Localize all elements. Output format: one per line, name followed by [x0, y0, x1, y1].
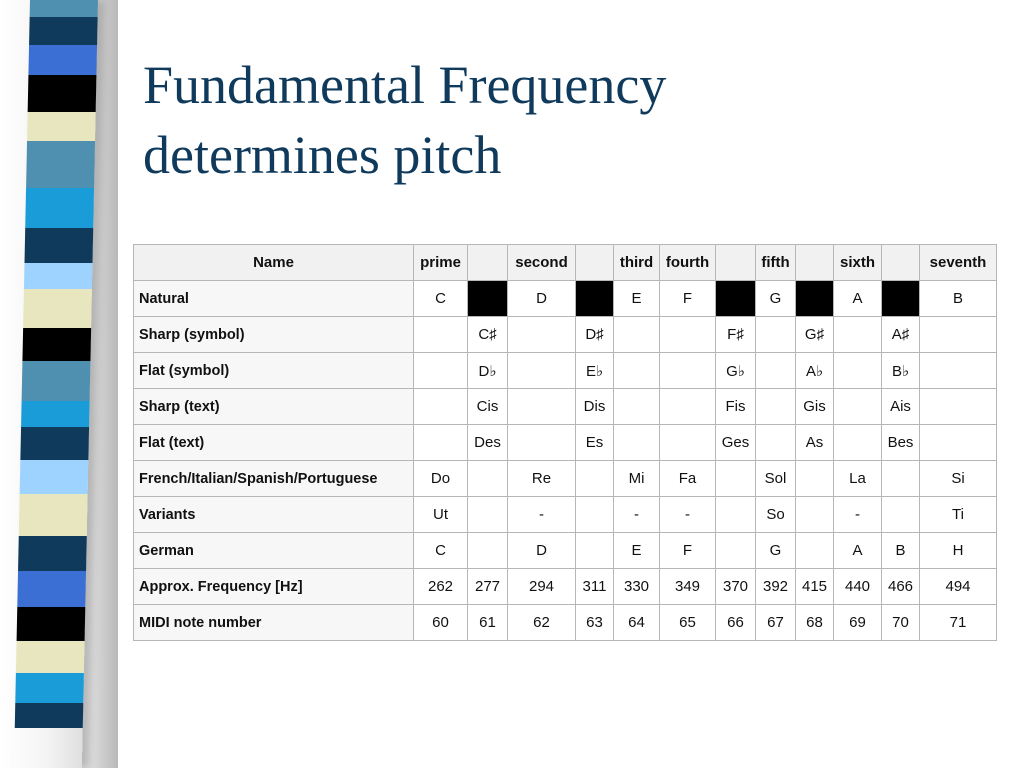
decorative-stripe: [23, 289, 92, 328]
table-cell: G♯: [796, 317, 834, 353]
table-cell: [576, 461, 614, 497]
table-cell: [756, 389, 796, 425]
table-cell: [508, 353, 576, 389]
column-header: second: [508, 245, 576, 281]
slide-title-line-1: Fundamental Frequency: [143, 55, 667, 115]
table-cell: B♭: [882, 353, 920, 389]
row-label: Natural: [134, 281, 414, 317]
table-cell: 440: [834, 569, 882, 605]
table-cell: Ges: [716, 425, 756, 461]
row-label: Approx. Frequency [Hz]: [134, 569, 414, 605]
slide-title: [143, 50, 666, 190]
decorative-stripe: [15, 673, 84, 703]
decorative-stripe: [22, 328, 91, 361]
decorative-stripe: [16, 641, 85, 673]
table-cell: [414, 425, 468, 461]
table-cell: Ti: [920, 497, 997, 533]
table-cell: 494: [920, 569, 997, 605]
table-header-row: [134, 245, 997, 281]
table-cell: [614, 353, 660, 389]
decorative-stripe: [17, 571, 86, 607]
table-cell: 61: [468, 605, 508, 641]
table-cell: D♯: [576, 317, 614, 353]
table-cell: 311: [576, 569, 614, 605]
table-cell: G: [756, 533, 796, 569]
table-cell: [614, 425, 660, 461]
column-header: [576, 245, 614, 281]
table-cell: [834, 317, 882, 353]
decorative-stripe: [20, 427, 89, 460]
table-cell: 392: [756, 569, 796, 605]
table-cell: A: [834, 281, 882, 317]
table-cell: [834, 425, 882, 461]
table-cell: [920, 353, 997, 389]
table-row: [134, 461, 997, 497]
table-cell: C♯: [468, 317, 508, 353]
table-cell: Cis: [468, 389, 508, 425]
table-cell: 65: [660, 605, 716, 641]
table-cell: A♭: [796, 353, 834, 389]
table-row: [134, 353, 997, 389]
column-header: sixth: [834, 245, 882, 281]
table-cell: C: [414, 533, 468, 569]
decorative-stripe: [18, 536, 87, 571]
table-cell: [796, 497, 834, 533]
table-cell: [882, 461, 920, 497]
decorative-stripe: [28, 75, 97, 112]
row-label: German: [134, 533, 414, 569]
table-cell: D: [508, 281, 576, 317]
table-row: [134, 569, 997, 605]
table-cell: -: [834, 497, 882, 533]
table-cell: [508, 425, 576, 461]
table-cell: [508, 317, 576, 353]
table-cell: So: [756, 497, 796, 533]
table-cell: Si: [920, 461, 997, 497]
table-cell: 466: [882, 569, 920, 605]
table-cell: Des: [468, 425, 508, 461]
table-cell: C: [414, 281, 468, 317]
table-cell: 349: [660, 569, 716, 605]
table-cell: La: [834, 461, 882, 497]
decorative-stripe: [21, 401, 90, 427]
decorative-stripe: [30, 0, 98, 17]
table-cell: E♭: [576, 353, 614, 389]
table-cell: 415: [796, 569, 834, 605]
table-cell: [756, 353, 796, 389]
table-cell: [414, 353, 468, 389]
table-cell: G: [756, 281, 796, 317]
table-cell: Es: [576, 425, 614, 461]
decorative-stripe: [24, 228, 93, 263]
slide-title-line-2: determines pitch: [143, 125, 502, 185]
decorative-stripe: [29, 17, 98, 45]
table-cell: [796, 461, 834, 497]
table-cell: [660, 389, 716, 425]
table-cell: 62: [508, 605, 576, 641]
table-cell: B: [920, 281, 997, 317]
table-cell: [660, 425, 716, 461]
decorative-stripe: [22, 361, 91, 401]
row-label: French/Italian/Spanish/Portuguese: [134, 461, 414, 497]
table-cell: [614, 317, 660, 353]
table-cell: [660, 317, 716, 353]
decorative-stripe: [20, 460, 89, 494]
table-cell: 64: [614, 605, 660, 641]
table-cell: F: [660, 533, 716, 569]
table-cell: [716, 461, 756, 497]
table-cell: [920, 389, 997, 425]
table-cell: 294: [508, 569, 576, 605]
table-cell: Ais: [882, 389, 920, 425]
column-header: fourth: [660, 245, 716, 281]
black-key-cell: [882, 281, 920, 317]
column-header: fifth: [756, 245, 796, 281]
table-cell: [920, 317, 997, 353]
black-key-cell: [468, 281, 508, 317]
decorative-stripe: [28, 45, 97, 75]
black-key-cell: [796, 281, 834, 317]
table-row: [134, 389, 997, 425]
table-cell: [508, 389, 576, 425]
table-cell: Fa: [660, 461, 716, 497]
table-cell: Sol: [756, 461, 796, 497]
decorative-stripe: [25, 188, 94, 228]
table-body: [134, 281, 997, 641]
column-header: prime: [414, 245, 468, 281]
table-cell: E: [614, 533, 660, 569]
table-row: [134, 317, 997, 353]
table-cell: [468, 533, 508, 569]
table-cell: F: [660, 281, 716, 317]
table-cell: Bes: [882, 425, 920, 461]
table-cell: 66: [716, 605, 756, 641]
table-cell: -: [660, 497, 716, 533]
table-cell: 71: [920, 605, 997, 641]
table-cell: [834, 353, 882, 389]
table-row: [134, 605, 997, 641]
table-cell: 262: [414, 569, 468, 605]
column-header-name: Name: [134, 245, 414, 281]
table-cell: 277: [468, 569, 508, 605]
table-cell: [796, 533, 834, 569]
table-cell: [716, 533, 756, 569]
table-cell: [614, 389, 660, 425]
table-cell: [414, 317, 468, 353]
table-cell: 63: [576, 605, 614, 641]
column-header: [882, 245, 920, 281]
decorative-stripe: [19, 494, 88, 536]
table-cell: Re: [508, 461, 576, 497]
column-header: [716, 245, 756, 281]
black-key-cell: [576, 281, 614, 317]
table-cell: 330: [614, 569, 660, 605]
row-label: Flat (text): [134, 425, 414, 461]
table-cell: [920, 425, 997, 461]
table-cell: 67: [756, 605, 796, 641]
row-label: Flat (symbol): [134, 353, 414, 389]
table-cell: -: [508, 497, 576, 533]
table-cell: [716, 497, 756, 533]
row-label: Sharp (symbol): [134, 317, 414, 353]
black-key-cell: [716, 281, 756, 317]
pitch-table: [133, 244, 997, 641]
table-cell: Dis: [576, 389, 614, 425]
column-header: seventh: [920, 245, 997, 281]
table-cell: [468, 497, 508, 533]
table-cell: [468, 461, 508, 497]
table-cell: [576, 497, 614, 533]
table-cell: [882, 497, 920, 533]
table-cell: Do: [414, 461, 468, 497]
table-cell: [756, 317, 796, 353]
table-cell: G♭: [716, 353, 756, 389]
table-cell: [756, 425, 796, 461]
table-cell: H: [920, 533, 997, 569]
table-cell: Ut: [414, 497, 468, 533]
table-row: [134, 425, 997, 461]
row-label: Sharp (text): [134, 389, 414, 425]
table-cell: Mi: [614, 461, 660, 497]
table-cell: As: [796, 425, 834, 461]
table-cell: [414, 389, 468, 425]
table-cell: E: [614, 281, 660, 317]
column-header: [468, 245, 508, 281]
table-cell: A: [834, 533, 882, 569]
table-cell: 69: [834, 605, 882, 641]
table-cell: -: [614, 497, 660, 533]
table-cell: 370: [716, 569, 756, 605]
decorative-stripe: [15, 703, 84, 728]
column-header: third: [614, 245, 660, 281]
table-cell: [576, 533, 614, 569]
table-cell: 60: [414, 605, 468, 641]
table-cell: Gis: [796, 389, 834, 425]
table-cell: D: [508, 533, 576, 569]
table-row: [134, 497, 997, 533]
table-cell: [660, 353, 716, 389]
decorative-stripe: [26, 141, 95, 188]
column-header: [796, 245, 834, 281]
decorative-stripe: [24, 263, 93, 289]
decorative-stripe: [27, 112, 96, 141]
table-cell: B: [882, 533, 920, 569]
row-label: Variants: [134, 497, 414, 533]
decorative-stripe: [17, 607, 86, 641]
table-cell: Fis: [716, 389, 756, 425]
table-row: [134, 281, 997, 317]
table-cell: F♯: [716, 317, 756, 353]
table-cell: 70: [882, 605, 920, 641]
table-cell: 68: [796, 605, 834, 641]
decorative-sidebar: [0, 0, 118, 768]
table-cell: [834, 389, 882, 425]
decorative-stripes: [14, 0, 98, 768]
table-row: [134, 533, 997, 569]
table-cell: A♯: [882, 317, 920, 353]
table-cell: D♭: [468, 353, 508, 389]
row-label: MIDI note number: [134, 605, 414, 641]
